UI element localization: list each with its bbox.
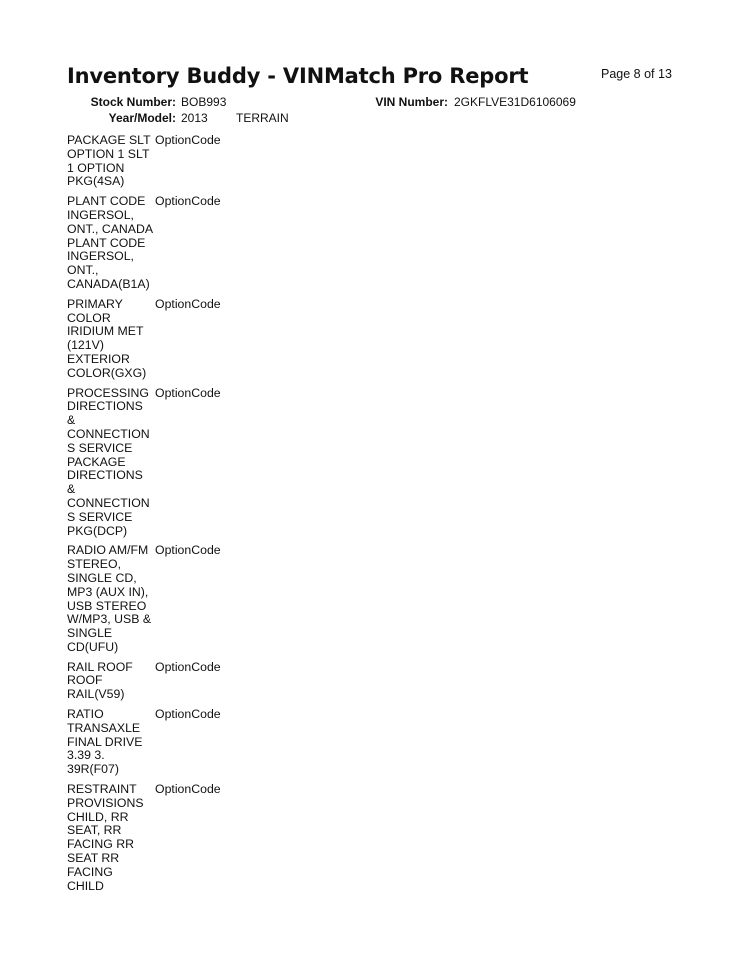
page-number: Page 8 of 13 <box>601 67 672 81</box>
option-description: PROCESSING DIRECTIONS & CONNECTION S SERVICE PACKAGE DIRECTIONS & CONNECTION S SERVICE PKG(DCP) <box>67 385 150 538</box>
option-type: OptionCode <box>155 707 221 722</box>
option-row <box>67 544 287 654</box>
option-description: PLANT CODE INGERSOL, ONT., CANADA PLANT CODE INGERSOL, ONT., CANADA(B1A) <box>67 194 154 291</box>
yearmodel-row <box>0 111 742 127</box>
option-type: OptionCode <box>155 782 221 797</box>
option-type: OptionCode <box>155 133 221 147</box>
option-row <box>67 708 287 777</box>
option-description: PRIMARY COLOR IRIDIUM MET (121V) EXTERIOR COLOR(GXG) <box>67 296 147 380</box>
option-row <box>67 195 287 292</box>
option-description: RATIO TRANSAXLE FINAL DRIVE 3.39 3. 39R(F07) <box>67 707 143 777</box>
option-description: RADIO AM/FM STEREO, SINGLE CD, MP3 (AUX IN), USB STEREO W/MP3, USB & SINGLE CD(UFU) <box>67 543 152 654</box>
option-row <box>67 783 287 893</box>
option-type: OptionCode <box>155 543 221 558</box>
report-title: Inventory Buddy - VINMatch Pro Report <box>67 64 529 88</box>
option-type: OptionCode <box>155 385 221 400</box>
option-row <box>67 661 287 702</box>
option-type: OptionCode <box>155 194 221 209</box>
option-list <box>67 134 287 899</box>
option-type: OptionCode <box>155 659 221 674</box>
stock-number-value: BOB993 <box>181 95 227 109</box>
option-row <box>67 134 287 189</box>
option-description: RAIL ROOF ROOF RAIL(V59) <box>67 659 133 702</box>
vin-number-value: 2GKFLVE31D6106069 <box>454 95 576 109</box>
option-description: RESTRAINT PROVISIONS CHILD, RR SEAT, RR FACING RR SEAT RR FACING CHILD <box>67 782 144 893</box>
year-model-label: Year/Model: <box>108 111 176 125</box>
option-row <box>67 298 287 381</box>
option-row <box>67 387 287 539</box>
stock-row <box>0 95 742 111</box>
vin-number-label: VIN Number: <box>375 95 448 109</box>
option-description: PACKAGE SLT OPTION 1 SLT 1 OPTION PKG(4SA) <box>67 133 151 189</box>
model-value: TERRAIN <box>236 111 289 125</box>
option-type: OptionCode <box>155 296 221 311</box>
year-value: 2013 <box>181 111 208 125</box>
stock-number-label: Stock Number: <box>90 95 176 109</box>
